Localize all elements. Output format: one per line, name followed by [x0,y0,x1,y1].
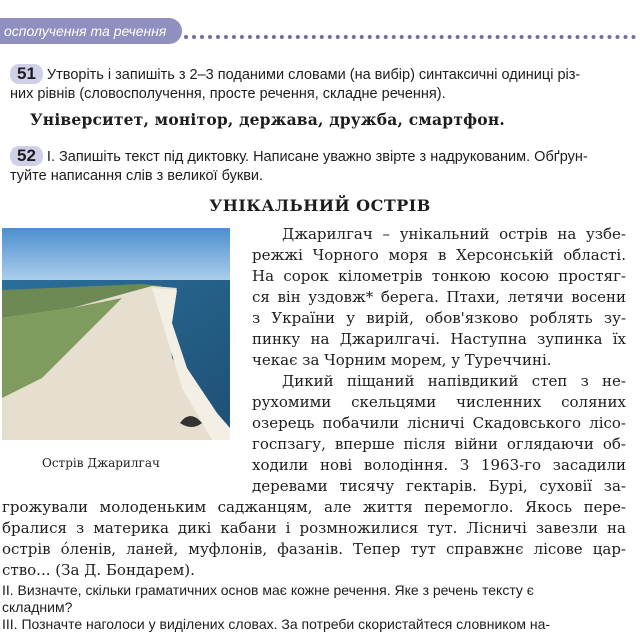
island-photo [2,228,230,440]
exercise-text-line: Утворіть і запишіть з 2–3 поданими словами (на вибір) синтаксичні одиниці різ- [46,67,581,83]
exercise-text-line: туйте написання слів з великої букви. [10,168,264,184]
text-line: пинку на Джарилгачі. Наступна зупинка їх [252,330,626,348]
exercise-text-line: них рівнів (словосполучення, просте речення, складне речення). [10,86,446,102]
text-line: острів óленів, ланей, муфлонів, фазанів. Тепер тут справжнє лісове цар- [2,540,626,558]
question-2-line: II. Визначте, скільки граматичних основ має кожне речення. Яке з речень тексту є [2,582,534,598]
word-list: Університет, монітор, держава, дружба, смартфон. [30,110,505,129]
text-line: рухомими скельцями численних соляних [252,393,626,411]
text-line: Джарилгач – унікальний острів на узбе- [282,225,626,243]
text-line: озерець побачили лісничі Скадовського лісо- [252,414,626,432]
text-line: госпзагу, вперше після війни оглядаючи об- [252,435,626,453]
photo-caption: Острів Джарилгач [42,456,160,470]
exercise-51 [10,64,630,104]
text-line: ходили нові володіння. З 1963-го засадили [252,456,626,474]
text-line: з України у вирій, обов'язково роблять зу- [252,309,626,327]
exercise-52 [10,146,630,186]
exercise-text-line: I. Запишіть текст під диктовку. Написане уважно звірте з надрукованим. Обґрун- [46,149,588,165]
exercise-number: 52 [10,146,43,166]
text-line: Дикий піщаний напівдикий степ з не- [282,372,626,390]
text-line: ся він уздовж* берега. Птахи, летячи восени [252,288,626,306]
question-3-line: III. Позначте наголоси у виділених словах. За потреби скористайтеся словником на- [2,616,551,632]
text-line: грожували молоденьким саджанцям, але життя перемогло. Якось пере- [2,498,626,516]
text-line: бралися з материка дикі кабани і розмножилися тут. Лісничі завезли на [2,519,626,537]
text-line: На сорок кілометрів тонкою косою простяг- [252,267,626,285]
text-line: деревами тисячу гектарів. Бурі, суховії за- [252,477,626,495]
question-2-line: складним? [2,599,73,615]
section-tab: осполучення та речення [0,18,182,44]
header-dotted-rule [184,35,636,39]
exercise-number: 51 [10,64,43,84]
text-line: режжі Чорного моря в Херсонській області. [252,246,626,264]
text-line: ство... (За Д. Бондарем). [2,561,195,579]
text-title: УНІКАЛЬНИЙ ОСТРІВ [209,196,431,215]
text-line: чекає за Чорним морем, у Туреччині. [252,351,552,369]
